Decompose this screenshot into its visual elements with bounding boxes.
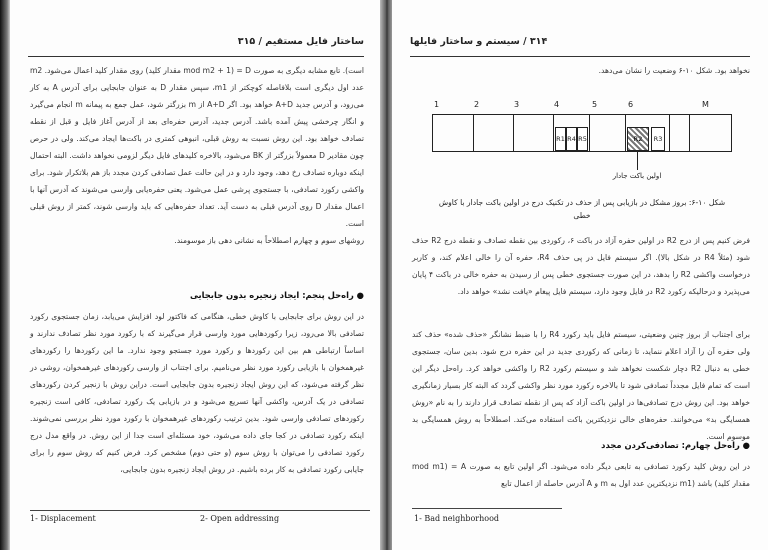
bucket-divider (625, 115, 626, 151)
footnote-rule-right (412, 508, 562, 509)
bucket-divider (589, 115, 590, 151)
page-header-left: ساختار فایل مستقیم / ۳۱۵ (237, 36, 364, 47)
bucket-number: 4 (554, 100, 560, 109)
left-paragraph-2: در این روش برای جابجایی با کاوش خطی، هنگامی که فاکتور لود افزایش می‌یابد، زمان جستجوی رکورد تصادفی بالا می‌رود، زیرا رکوردهایی مورد وارسی قرار می‌گیرند که با رکورد مورد نظر تصادف ندارند و اساساً ارتباطی هم بین این رکوردها و رکورد مورد جستجو وجود ندارد. ما این رکوردها را رکوردهای غیرهمخوان با بازیابی رکورد مورد نظر می‌نامیم. برای اجتناب از وارسی رکوردهای غیرهمخوان، روشی در نظر گرفته می‌شود، که این روش ایجاد زنجیره بدون جابجایی است. دراین روش با زنجیر کردن رکوردهای تصادفی در یک آدرس، واکشی آنها تسریع می‌شود و در بازیابی یک رکورد تصادفی، کافی است زنجیره رکوردهای تصادفی وارسی شود. بدین ترتیب رکوردهای غیرهمخوان با رکورد مورد نظر بررسی نمی‌شوند. اینکه رکورد تصادفی در کجا جای داده می‌شود، خود مسئله‌ای است جدا از این روش. در واقع مدل درج رکورد تصادفی را می‌توان با روش سوم (و حتی دوم) مشخص کرد. فرض کنیم که روش سوم را برای جایابی رکورد تصادفی به کار برده باشیم. در روش ایجاد زنجیره بدون جابجایی، (30, 312, 364, 474)
left-paragraph-1 (30, 62, 364, 249)
first-free-bucket-arrow (637, 152, 638, 170)
left-section-heading: ● راه‌حل پنجم: ایجاد زنجیره بدون جابجایی (190, 290, 364, 300)
bucket-number: 6 (628, 100, 634, 109)
bucket-number: 3 (514, 100, 520, 109)
page-header-right: ۳۱۴ / سیستم و ساختار فایلها (410, 36, 548, 47)
right-paragraph-1: فرض کنیم پس از درج R2 در اولین حفره آزاد در باکت ۶، رکوردی بین نقطه تصادف و نقطه درج R2 حذف شود (مثلاً R4 در شکل بالا). اگر سیستم فایل در پی حذف R4، حفره آن را خالی اعلام کند، و کاربر درخواست واکشی R2 را بدهد، در این صورت جستجوی خطی پس از رسیدن به حفره خالی در باکت ۴ پایان می‌پذیرد و درحالیکه رکورد R2 در فایل وجود دارد، سیستم فایل پیغام «یافت نشد» خواهد داد. (412, 236, 750, 296)
bucket-number: 1 (434, 100, 440, 109)
header-rule-right (410, 56, 750, 57)
bucket-divider (553, 115, 554, 151)
figure-caption: شکل ۱۰-۶: بروز مشکل در بازیابی پس از حذف در تکنیک درج در اولین باکت جادار با کاوش خطی (438, 198, 726, 220)
left-paragraph-1-tail: روشهای سوم و چهارم اصطلاحاً به نشانی دهی باز موسومند. (174, 236, 364, 245)
right-section-heading: ● راه‌حل چهارم: تصادفی‌کردن مجدد (601, 440, 750, 450)
left-paragraph-1-text: است). تابع مشابه دیگری به صورت D = (mod m2 + 1 مقدار کلید) روی مقدار کلید اعمال می‌شود. m2 عدد اول دیگری است بلافاصله کوچکتر از m1، سپس مقدار D به عنوان جابجایی برای آدرس A به کار می‌رود، و آدرس جدید A+D خواهد بود. اگر A+D از m بزرگتر شود، عمل جمع به پیمانه m انجام می‌گیرد و انگار چرخشی پیش آمده باشد. آدرس جدید، آدرس حفره‌ای بعد از آدرس آغاز فایل و قبل از نقطه تصادف خواهد بود. این روش نسبت به روش قبلی، انبوهی کمتری در باکت‌ها ایجاد می‌کند. ولی در حرص چون مقادیر D معمولاً بزرگتر از BK می‌شود، بالاخره کلیدهای فایل دیگر لزومی نخواهد داشت. البته احتمال اینکه دوباره تصادف رخ دهد، وجود دارد و در این حالت عمل تصادفی کردن مجدد باز هم بلاتکرار شود. برای واکشی رکورد تصادفی، با جستجوی پرشی عمل می‌شود. یعنی حفره‌یابی وارسی می‌شوند که آدرس آنها با اعمال مقدار D روی آدرس قبلی به دست آید. تعداد حفره‌هایی که باید وارسی شوند، کمتر از روش قبلی است. (30, 66, 365, 228)
right-intro: نخواهد بود. شکل ۱۰-۶ وضعیت را نشان می‌دهد. (598, 66, 750, 75)
bucket-figure (432, 100, 732, 196)
left-page (10, 0, 382, 550)
footnote-right: 1- Bad neighborhood (414, 514, 500, 523)
right-paragraph-3: در این روش کلید رکورد تصادفی به تابعی دیگر داده می‌شود. اگر اولین تابع به صورت A = (mod m1 مقدار کلید) باشد (m1 نزدیکترین عدد اول به m و A آدرس حاصله از اعمال تابع (412, 462, 751, 488)
record-cell: R4 (566, 127, 577, 151)
bucket-number: M (702, 100, 709, 109)
first-free-bucket-label: اولین باکت جادار (612, 172, 662, 180)
right-page (392, 0, 768, 550)
record-cell: R3 (651, 127, 665, 151)
left-book-edge (0, 0, 10, 550)
record-cell: R5 (577, 127, 588, 151)
bucket-divider (689, 115, 690, 151)
header-rule-left (28, 56, 364, 57)
footnote-left-2: 2- Open addressing (200, 514, 280, 523)
bucket-divider (513, 115, 514, 151)
right-paragraph-2: برای اجتناب از بروز چنین وضعیتی، سیستم فایل باید رکورد R4 را با ضبط نشانگر «حذف شده» حذف کند ولی حفره آن را آزاد اعلام ننماید، تا زمانی که رکوردی جدید در این حفره درج شود. بدین سان، جستجوی خطی به دنبال R2 دچار شکست نخواهد شد و سیستم رکورد R2 را واکشی خواهد کرد. راه‌حل دیگر این است که تمام فایل مجدداً تصادفی شود تا بالاخره رکورد مورد نظر واکشی گردد که البته کار بسیار زمانگیری خواهد بود. این روش درج تصادفی‌ها در اولین باکت آزاد که پس از نقطه تصادف قرار دارند را به نام «روش همسایگی بد» می‌خوانند. حفره‌های خالی نزدیکترین باکت استفاده می‌کند. اصطلاحاً به روش همسایگی بد موسوم است. (412, 330, 751, 441)
bucket-number: 5 (592, 100, 598, 109)
bucket-numbers (432, 100, 732, 112)
bucket-divider (473, 115, 474, 151)
bucket-number: 2 (474, 100, 480, 109)
record-cell-hatched: R2 (627, 127, 649, 151)
footnote-rule-left (30, 510, 370, 511)
bucket-divider (669, 115, 670, 151)
footnote-left-1: 1- Displacement (30, 514, 96, 523)
record-cell: R1 (555, 127, 566, 151)
bucket-array (432, 114, 732, 152)
